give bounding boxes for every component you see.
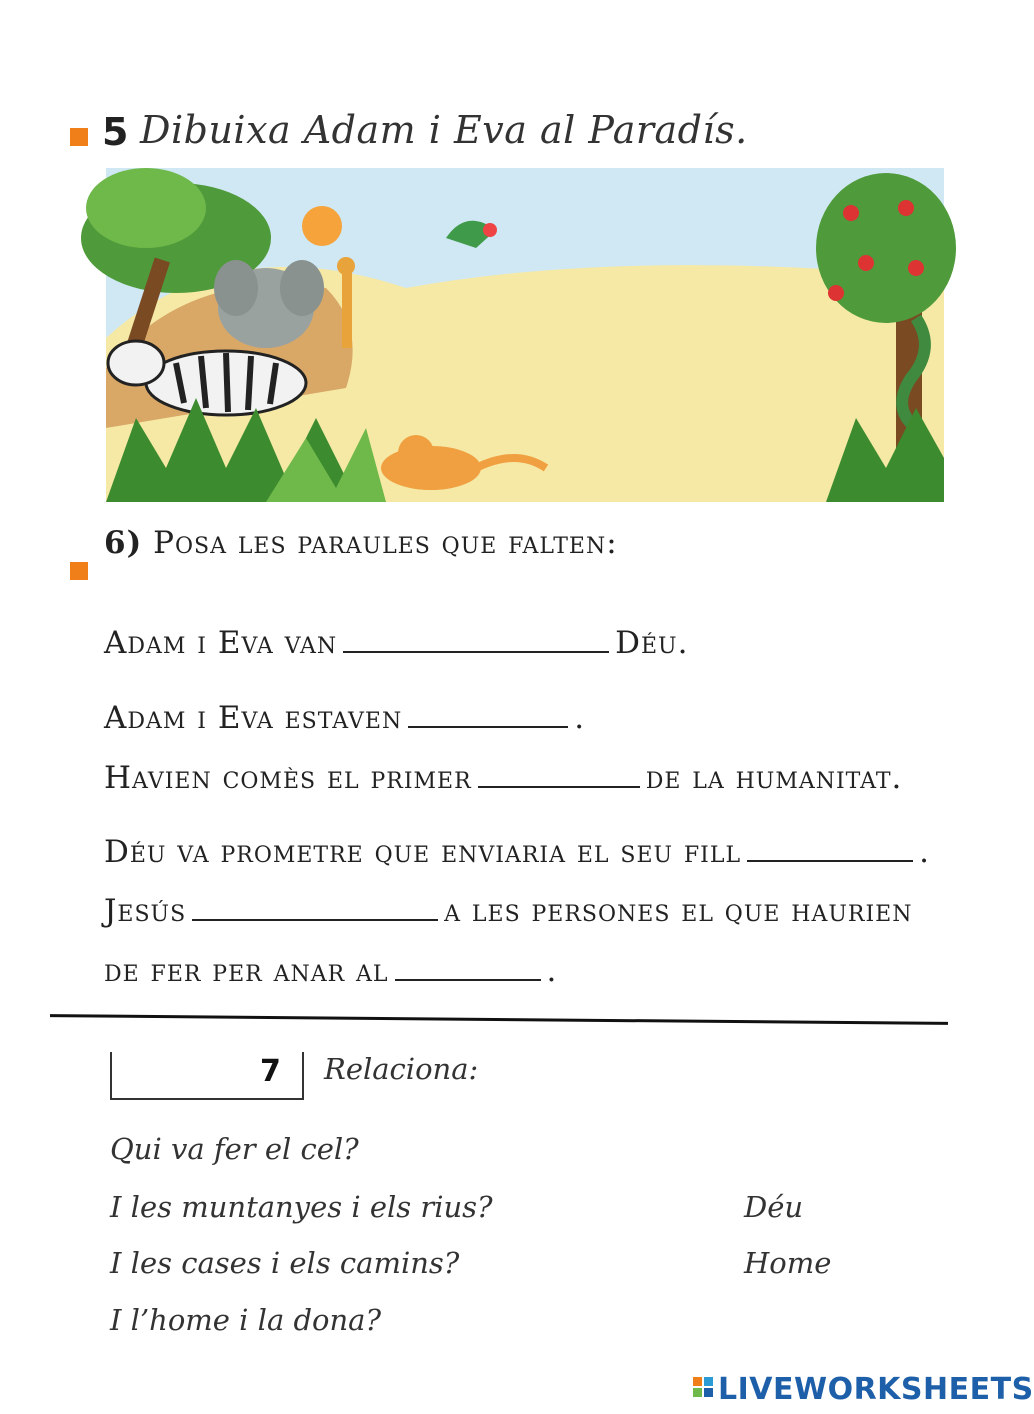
fill-line-5: Jesús a les persones el que haurien	[104, 893, 913, 929]
fill-line-4: Déu va prometre que enviaria el seu fill .	[104, 834, 930, 870]
answer-option[interactable]: Home	[744, 1246, 832, 1280]
brand-label: LIVEWORKSHEETS	[718, 1372, 1034, 1407]
blank-input[interactable]	[747, 836, 913, 862]
question-item: I les cases i els camins?	[110, 1246, 460, 1280]
question-item: I les muntanyes i els rius?	[110, 1190, 493, 1224]
exercise-5-number: 5	[102, 110, 129, 154]
liveworksheets-logo-icon	[692, 1376, 716, 1398]
question-item: Qui va fer el cel?	[110, 1132, 359, 1166]
orange-bullet-icon	[70, 562, 88, 580]
exercise-6-number: 6)	[104, 525, 143, 561]
fill-line-3: Havien comès el primer de la humanitat.	[104, 760, 903, 796]
fill-line-6: de fer per anar al .	[104, 953, 558, 989]
blank-input[interactable]	[395, 955, 541, 981]
section-divider	[50, 1014, 948, 1025]
exercise-7-number: 7	[260, 1054, 281, 1089]
blank-input[interactable]	[192, 895, 438, 921]
exercise-7-title: Relaciona:	[324, 1052, 479, 1086]
answer-option[interactable]: Déu	[744, 1190, 804, 1224]
question-item: I l’home i la dona?	[110, 1303, 381, 1337]
blank-input[interactable]	[408, 702, 568, 728]
fill-line-1: Adam i Eva van Déu.	[104, 625, 689, 661]
exercise-5-title: Dibuixa Adam i Eva al Paradís.	[140, 108, 748, 152]
blank-input[interactable]	[478, 762, 640, 788]
fill-line-2: Adam i Eva estaven .	[104, 700, 586, 736]
paradise-illustration	[106, 168, 944, 502]
exercise-6-title: Posa les paraules que falten:	[153, 525, 618, 561]
orange-bullet-icon	[70, 128, 88, 146]
exercise-6-heading	[104, 525, 618, 561]
blank-input[interactable]	[343, 627, 609, 653]
